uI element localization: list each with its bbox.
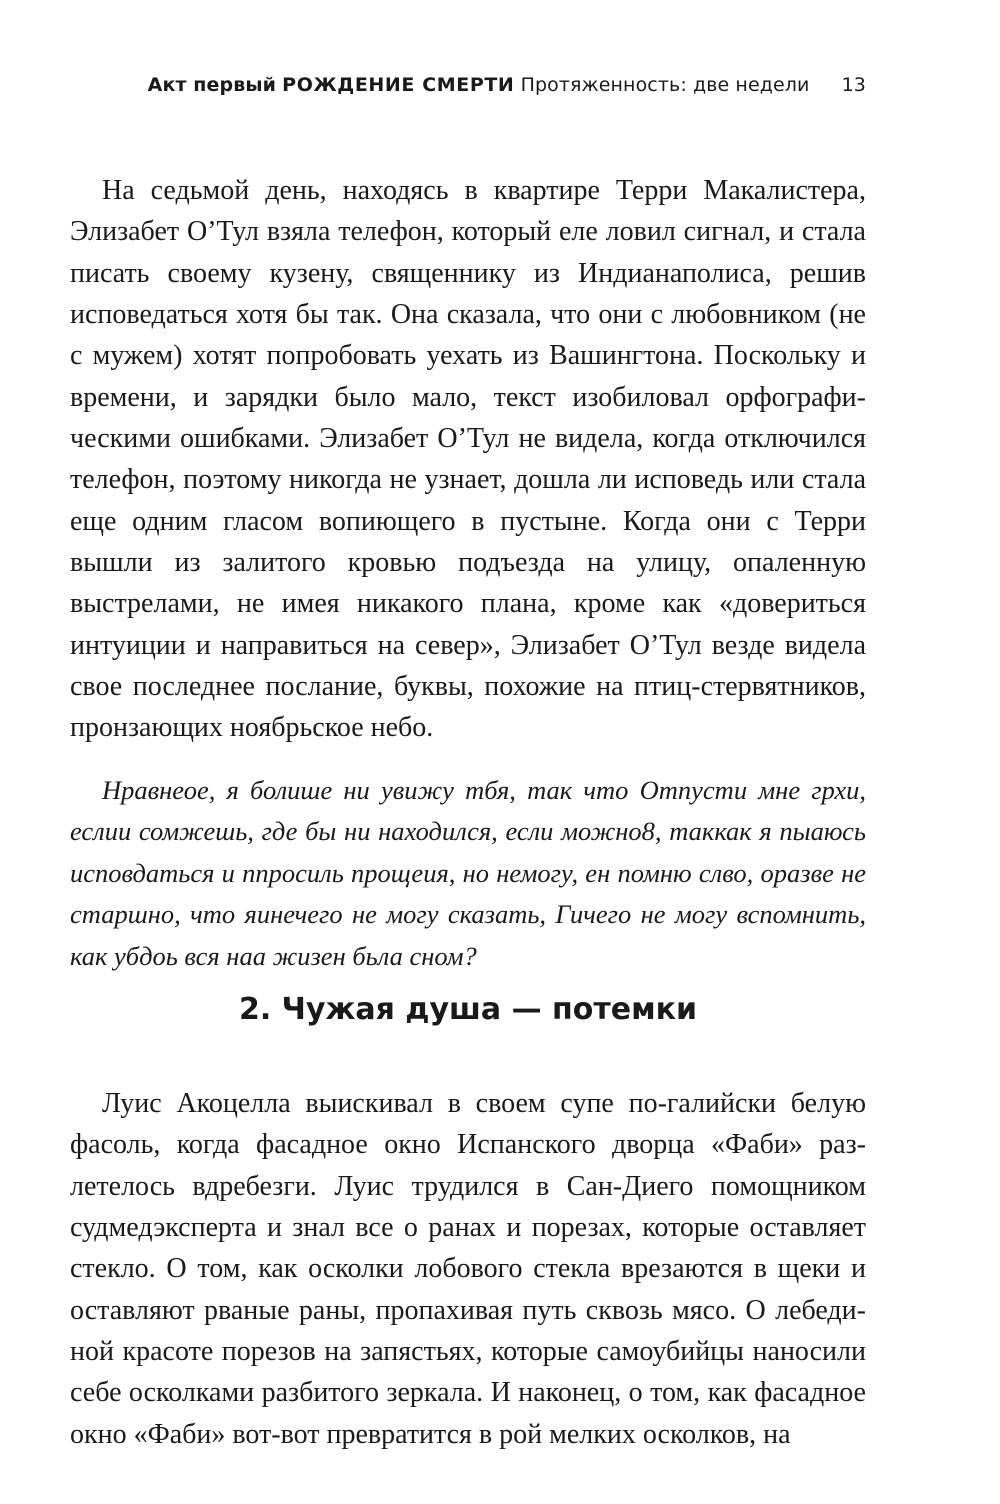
header-duration: Протяженность: две недели [520,74,810,96]
header-book-section-title: РОЖДЕНИЕ СМЕРТИ [282,74,515,96]
running-header [70,72,866,98]
paragraph-chapter-opening: Луис Акоцелла выискивал в своем супе по-галийски белую фасоль, когда фасадное окно Испанского дворца «Фаби» разлетелось вдребезги. Луис трудился в Сан-Диего помощником судмедэксперта и знал все о ранах и порезах, которые оставляет стекло. О том, как осколки лобового стекла врезаются в щеки и оставляют рваные раны, пропахивая путь сквозь мясо. О лебединой красоте порезов на запястьях, которые самоубийцы наносили себе осколками разбитого зеркала. И наконец, о том, как фасадное окно «Фаби» вот-вот превратится в рой мелких осколков, на [70,1088,866,1450]
paragraph-first: На седьмой день, находясь в квартире Терри Макалистера, Элизабет О’Тул взяла телефон, который еле ловил сигнал, и стала писать своему кузену, священнику из Индианаполиса, решив исповедаться хотя бы так. Она сказала, что они с любовником (не с мужем) хотят попробовать уехать из Вашингтона. Поскольку и времени, и зарядки было мало, текст изобиловал орфографическими ошибками. Элизабет О’Тул не видела, когда отключился телефон, поэтому никогда не узнает, дошла ли исповедь или стала еще одним гласом вопиющего в пустыне. Когда они с Терри вышли из залитого кровью подъезда на улицу, опаленную выстрелами, не имея никакого плана, кроме как «довериться интуиции и направиться на север», Элизабет О’Тул везде видела свое последнее послание, буквы, похожие на птиц-стервятников, пронзающих ноябрьское небо. [70,175,866,744]
chapter-heading: 2. Чужая душа — потемки [238,992,698,1027]
quoted-text-message: Нравнеое, я болише ни увижу тбя, так что Отпусти мне грхи, еслии сомжешь, где бы ни находился, если можно8, таккак я пыаюсь исповдаться и ппросиль прощеия, но немогу, ен помню слво, оразве не старшно, что яинечего не могу сказать, Гичего не могу вспомнить, как убдоь вся наа жизен бьла сном? [70,774,866,971]
header-part-label: Акт первый [147,74,277,96]
page-number: 13 [841,74,866,96]
